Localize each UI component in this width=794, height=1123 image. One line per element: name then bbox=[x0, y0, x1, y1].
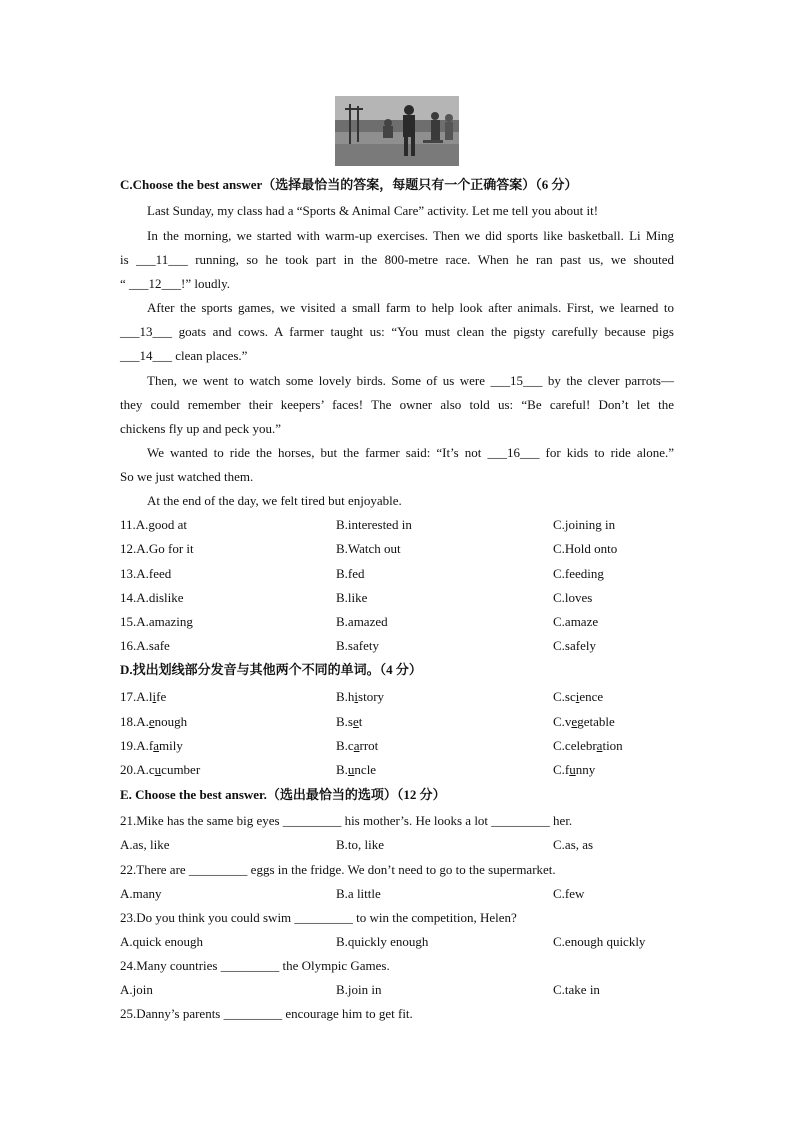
word-part: 18.A. bbox=[120, 714, 149, 729]
q16-option-b[interactable]: B.safety bbox=[336, 638, 379, 653]
underlined-letter: u bbox=[154, 762, 162, 777]
word-part: C.v bbox=[553, 714, 572, 729]
passage-line-6: ___13___ goats and cows. A farmer taught us: “You must clean the pigsty carefully because pigs bbox=[120, 324, 674, 339]
q16-option-a[interactable]: 16.A.safe bbox=[120, 638, 170, 653]
q18-option-a[interactable] bbox=[120, 714, 187, 730]
q17-option-c[interactable] bbox=[553, 689, 603, 705]
q20-option-a[interactable] bbox=[120, 762, 200, 778]
q14-option-b[interactable]: B.like bbox=[336, 590, 368, 605]
word-part: 19.A.f bbox=[120, 738, 154, 753]
word-part: fe bbox=[156, 689, 167, 704]
passage-line-10: chickens fly up and peck you.” bbox=[120, 421, 282, 436]
passage-line-12: So we just watched them. bbox=[120, 469, 254, 484]
q25-text: 25.Danny’s parents _________ encourage him to get fit. bbox=[120, 1006, 413, 1021]
q23-text: 23.Do you think you could swim _________ to win the competition, Helen? bbox=[120, 910, 517, 925]
sports-photo-image bbox=[335, 96, 459, 166]
passage-line-7: ___14___ clean places.” bbox=[120, 348, 248, 363]
word-part: B.s bbox=[336, 714, 353, 729]
q12-option-b[interactable]: B.Watch out bbox=[336, 541, 401, 556]
q11-option-c[interactable]: C.joining in bbox=[553, 517, 616, 532]
word-part: story bbox=[358, 689, 385, 704]
q24-option-c[interactable]: C.take in bbox=[553, 982, 600, 997]
q24-option-b[interactable]: B.join in bbox=[336, 982, 382, 997]
q11-option-a[interactable]: 11.A.good at bbox=[120, 517, 188, 532]
q12-option-c[interactable]: C.Hold onto bbox=[553, 541, 618, 556]
q22-option-c[interactable]: C.few bbox=[553, 886, 585, 901]
word-part: nny bbox=[575, 762, 596, 777]
passage-line-8: Then, we went to watch some lovely birds. Some of us were ___15___ by the clever parrots— bbox=[147, 373, 674, 388]
q20-option-b[interactable] bbox=[336, 762, 376, 778]
q18-option-b[interactable] bbox=[336, 714, 362, 730]
q24-option-a[interactable]: A.join bbox=[120, 982, 153, 997]
passage-line-13: At the end of the day, we felt tired but enjoyable. bbox=[147, 493, 402, 508]
underlined-letter: i bbox=[354, 689, 359, 704]
word-part: cumber bbox=[161, 762, 201, 777]
q20-option-c[interactable] bbox=[553, 762, 595, 778]
word-part: nough bbox=[154, 714, 188, 729]
underlined-letter: i bbox=[152, 689, 157, 704]
q14-option-a[interactable]: 14.A.dislike bbox=[120, 590, 184, 605]
word-part: B. bbox=[336, 762, 348, 777]
word-part: ncle bbox=[354, 762, 377, 777]
q21-option-b[interactable]: B.to, like bbox=[336, 837, 385, 852]
q23-option-b[interactable]: B.quickly enough bbox=[336, 934, 429, 949]
q24-text: 24.Many countries _________ the Olympic Games. bbox=[120, 958, 390, 973]
q18-option-c[interactable] bbox=[553, 714, 615, 730]
underlined-letter: u bbox=[569, 762, 576, 777]
q23-option-c[interactable]: C.enough quickly bbox=[553, 934, 646, 949]
underlined-letter: e bbox=[352, 714, 359, 729]
passage-line-2: In the morning, we started with warm-up exercises. Then we did sports like basketball. Li Ming bbox=[147, 228, 674, 243]
q21-option-c[interactable]: C.as, as bbox=[553, 837, 594, 852]
underlined-letter: a bbox=[353, 738, 360, 753]
word-part: ence bbox=[579, 689, 604, 704]
passage-line-4: “ ___12___!” loudly. bbox=[120, 276, 230, 291]
passage-line-11: We wanted to ride the horses, but the farmer said: “It’s not ___16___ for kids to ride alone.” bbox=[147, 445, 674, 460]
word-part: C.celebr bbox=[553, 738, 597, 753]
passage-line-3: is ___11___ running, so he took part in the 800-metre race. When he ran past us, we shouted bbox=[120, 252, 674, 267]
underlined-letter: e bbox=[571, 714, 578, 729]
word-part: tion bbox=[602, 738, 623, 753]
passage-line-9: they could remember their keepers’ faces! The owner also told us: “Be careful! Don’t let the bbox=[120, 397, 674, 412]
q13-option-a[interactable]: 13.A.feed bbox=[120, 566, 172, 581]
word-part: mily bbox=[159, 738, 183, 753]
q16-option-c[interactable]: C.safely bbox=[553, 638, 596, 653]
word-part: rrot bbox=[359, 738, 379, 753]
word-part: B.c bbox=[336, 738, 354, 753]
underlined-letter: u bbox=[347, 762, 355, 777]
q17-option-b[interactable] bbox=[336, 689, 384, 705]
underlined-letter: i bbox=[575, 689, 580, 704]
q15-option-c[interactable]: C.amaze bbox=[553, 614, 599, 629]
underlined-letter: e bbox=[148, 714, 155, 729]
q21-text: 21.Mike has the same big eyes _________ his mother’s. He looks a lot _________ her. bbox=[120, 813, 573, 828]
word-part: B.h bbox=[336, 689, 355, 704]
q14-option-c[interactable]: C.loves bbox=[553, 590, 593, 605]
q22-option-a[interactable]: A.many bbox=[120, 886, 162, 901]
q13-option-c[interactable]: C.feeding bbox=[553, 566, 604, 581]
passage-line-1: Last Sunday, my class had a “Sports & Animal Care” activity. Let me tell you about it! bbox=[147, 203, 599, 218]
word-part: getable bbox=[577, 714, 615, 729]
q13-option-b[interactable]: B.fed bbox=[336, 566, 365, 581]
q23-option-a[interactable]: A.quick enough bbox=[120, 934, 204, 949]
word-part: t bbox=[358, 714, 363, 729]
passage-line-5: After the sports games, we visited a small farm to help look after animals. First, we learned to bbox=[147, 300, 674, 315]
sports-photo bbox=[335, 96, 459, 166]
q19-option-b[interactable] bbox=[336, 738, 378, 754]
word-part: 17.A.l bbox=[120, 689, 153, 704]
q21-option-a[interactable]: A.as, like bbox=[120, 837, 170, 852]
section-c-heading: C.Choose the best answer（选择最恰当的答案，每题只有一个正确答案）（6 分） bbox=[120, 177, 578, 192]
word-part: C.sc bbox=[553, 689, 576, 704]
q19-option-c[interactable] bbox=[553, 738, 623, 754]
q22-option-b[interactable]: B.a little bbox=[336, 886, 381, 901]
q15-option-b[interactable]: B.amazed bbox=[336, 614, 388, 629]
section-e-heading: E. Choose the best answer.（选出最恰当的选项）（12 分） bbox=[120, 787, 446, 802]
q17-option-a[interactable] bbox=[120, 689, 166, 705]
q11-option-b[interactable]: B.interested in bbox=[336, 517, 412, 532]
q19-option-a[interactable] bbox=[120, 738, 183, 754]
word-part: C.f bbox=[553, 762, 570, 777]
section-d-heading: D.找出划线部分发音与其他两个不同的单词。（4 分） bbox=[120, 662, 422, 677]
underlined-letter: a bbox=[596, 738, 603, 753]
q12-option-a[interactable]: 12.A.Go for it bbox=[120, 541, 194, 556]
word-part: 20.A.c bbox=[120, 762, 155, 777]
q22-text: 22.There are _________ eggs in the fridge. We don’t need to go to the supermarket. bbox=[120, 862, 556, 877]
underlined-letter: a bbox=[153, 738, 159, 753]
q15-option-a[interactable]: 15.A.amazing bbox=[120, 614, 193, 629]
